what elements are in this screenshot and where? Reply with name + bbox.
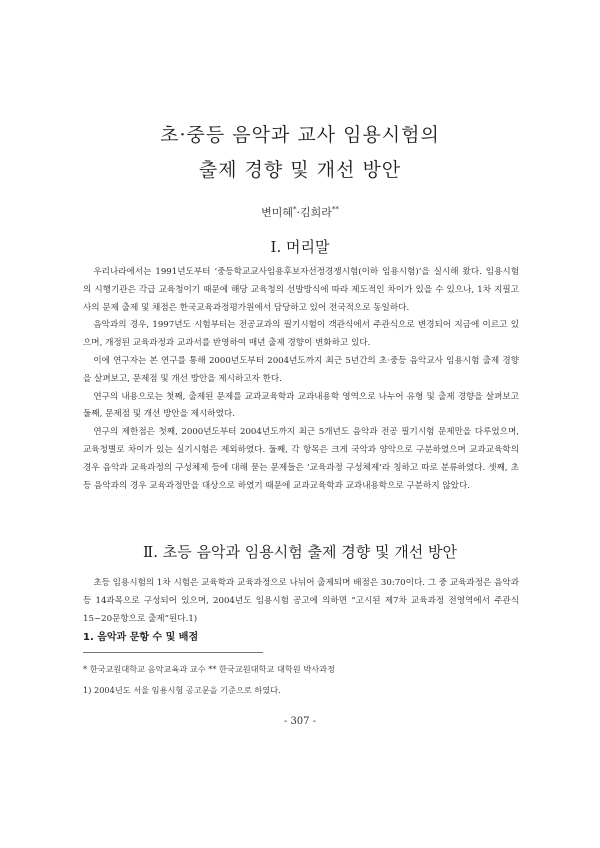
author-mark-1: * [293,205,297,214]
section-heading-elementary: Ⅱ. 초등 음악과 임용시험 출제 경향 및 개선 방안 [143,543,457,561]
footnote-divider [83,652,263,653]
author-separator: · [296,206,300,219]
author-mark-2: ** [331,205,339,214]
subsection-heading: 1. 음악과 문항 수 및 배점 [83,632,199,643]
paragraph: 우리나라에서는 1991년도부터 ‘중등학교교사임용후보자선정경쟁시험(이하 임용시험)’을 실시해 왔다. 임용시험의 시행기관은 각급 교육청이기 때문에 해당 교육청의 선발방식에 따라 제도적인 차이가 있을 수 있으나, 1차 지필고사의 문제 출제 및 채점은 한국교육과정평가원에서 담당하고 있어 전국적으로 동일하다. [83,267,519,313]
paragraph: 연구의 내용으로는 첫째, 출제된 문제를 교과교육학과 교과내용학 영역으로 나누어 유형 및 출제 경향을 살펴보고 둘째, 문제점 및 개선 방안을 제시하였다. [83,391,519,420]
author-line [0,204,600,220]
author-name-1: 변미혜 [261,206,293,219]
paragraph: 초등 임용시험의 1차 시험은 교육학과 교육과정으로 나뉘어 출제되며 배점은 30:70이다. 그 중 교육과정은 음악과 등 14과목으로 구성되어 있으며, 2004년도 임용시험 공고에 의하면 “고시된 제7차 교육과정 전영역에서 주관식 15~20문항으로 출제”된다.1) [83,578,519,624]
footnote-1: 1) 2004년도 서울 임용시험 공고문을 기준으로 하였다. [83,685,281,695]
author-name-2: 김희라 [300,206,332,219]
section-1-body [83,264,519,495]
footnote-affiliation: * 한국교원대학교 음악교육과 교수 ** 한국교원대학교 대학원 박사과정 [83,664,335,674]
paragraph: 이에 연구자는 본 연구를 통해 2000년도부터 2004년도까지 최근 5년간의 초·중등 음악교사 임용시험 출제 경향을 살펴보고, 문제점 및 개선 방안을 제시하고자 한다. [83,355,519,384]
paragraph: 연구의 제한점은 첫째, 2000년도부터 2004년도까지 최근 5개년도 음악과 전공 필기시험 문제만을 다루었으며, 교육청별로 차이가 있는 실기시험은 제외하였다. 둘째, 각 항목은 크게 국악과 양악으로 구분하였으며 교과교육학의 경우 음악과 교육과정의 구성체제 등에 대해 묻는 문제들은 ‘교육과정 구성체제’라 칭하고 따로 분류하였다. 셋째, 초등 음악과의 경우 교육과정만을 대상으로 하였기 때문에 교과교육학과 교과내용학으로 구분하지 않았다. [83,427,519,491]
paper-title-line-2: 출제 경향 및 개선 방안 [198,159,402,181]
paper-title-line-1: 초·중등 음악과 교사 임용시험의 [160,124,440,146]
section-2-body [83,575,519,628]
page-number: - 307 - [283,716,317,727]
paragraph: 음악과의 경우, 1997년도 시험부터는 전공교과의 필기시험이 객관식에서 주관식으로 변경되어 지금에 이르고 있으며, 개정된 교육과정과 교과서를 반영하여 매년 출제 경향이 변화하고 있다. [83,320,519,349]
section-heading-introduction: Ⅰ. 머리말 [270,238,330,256]
